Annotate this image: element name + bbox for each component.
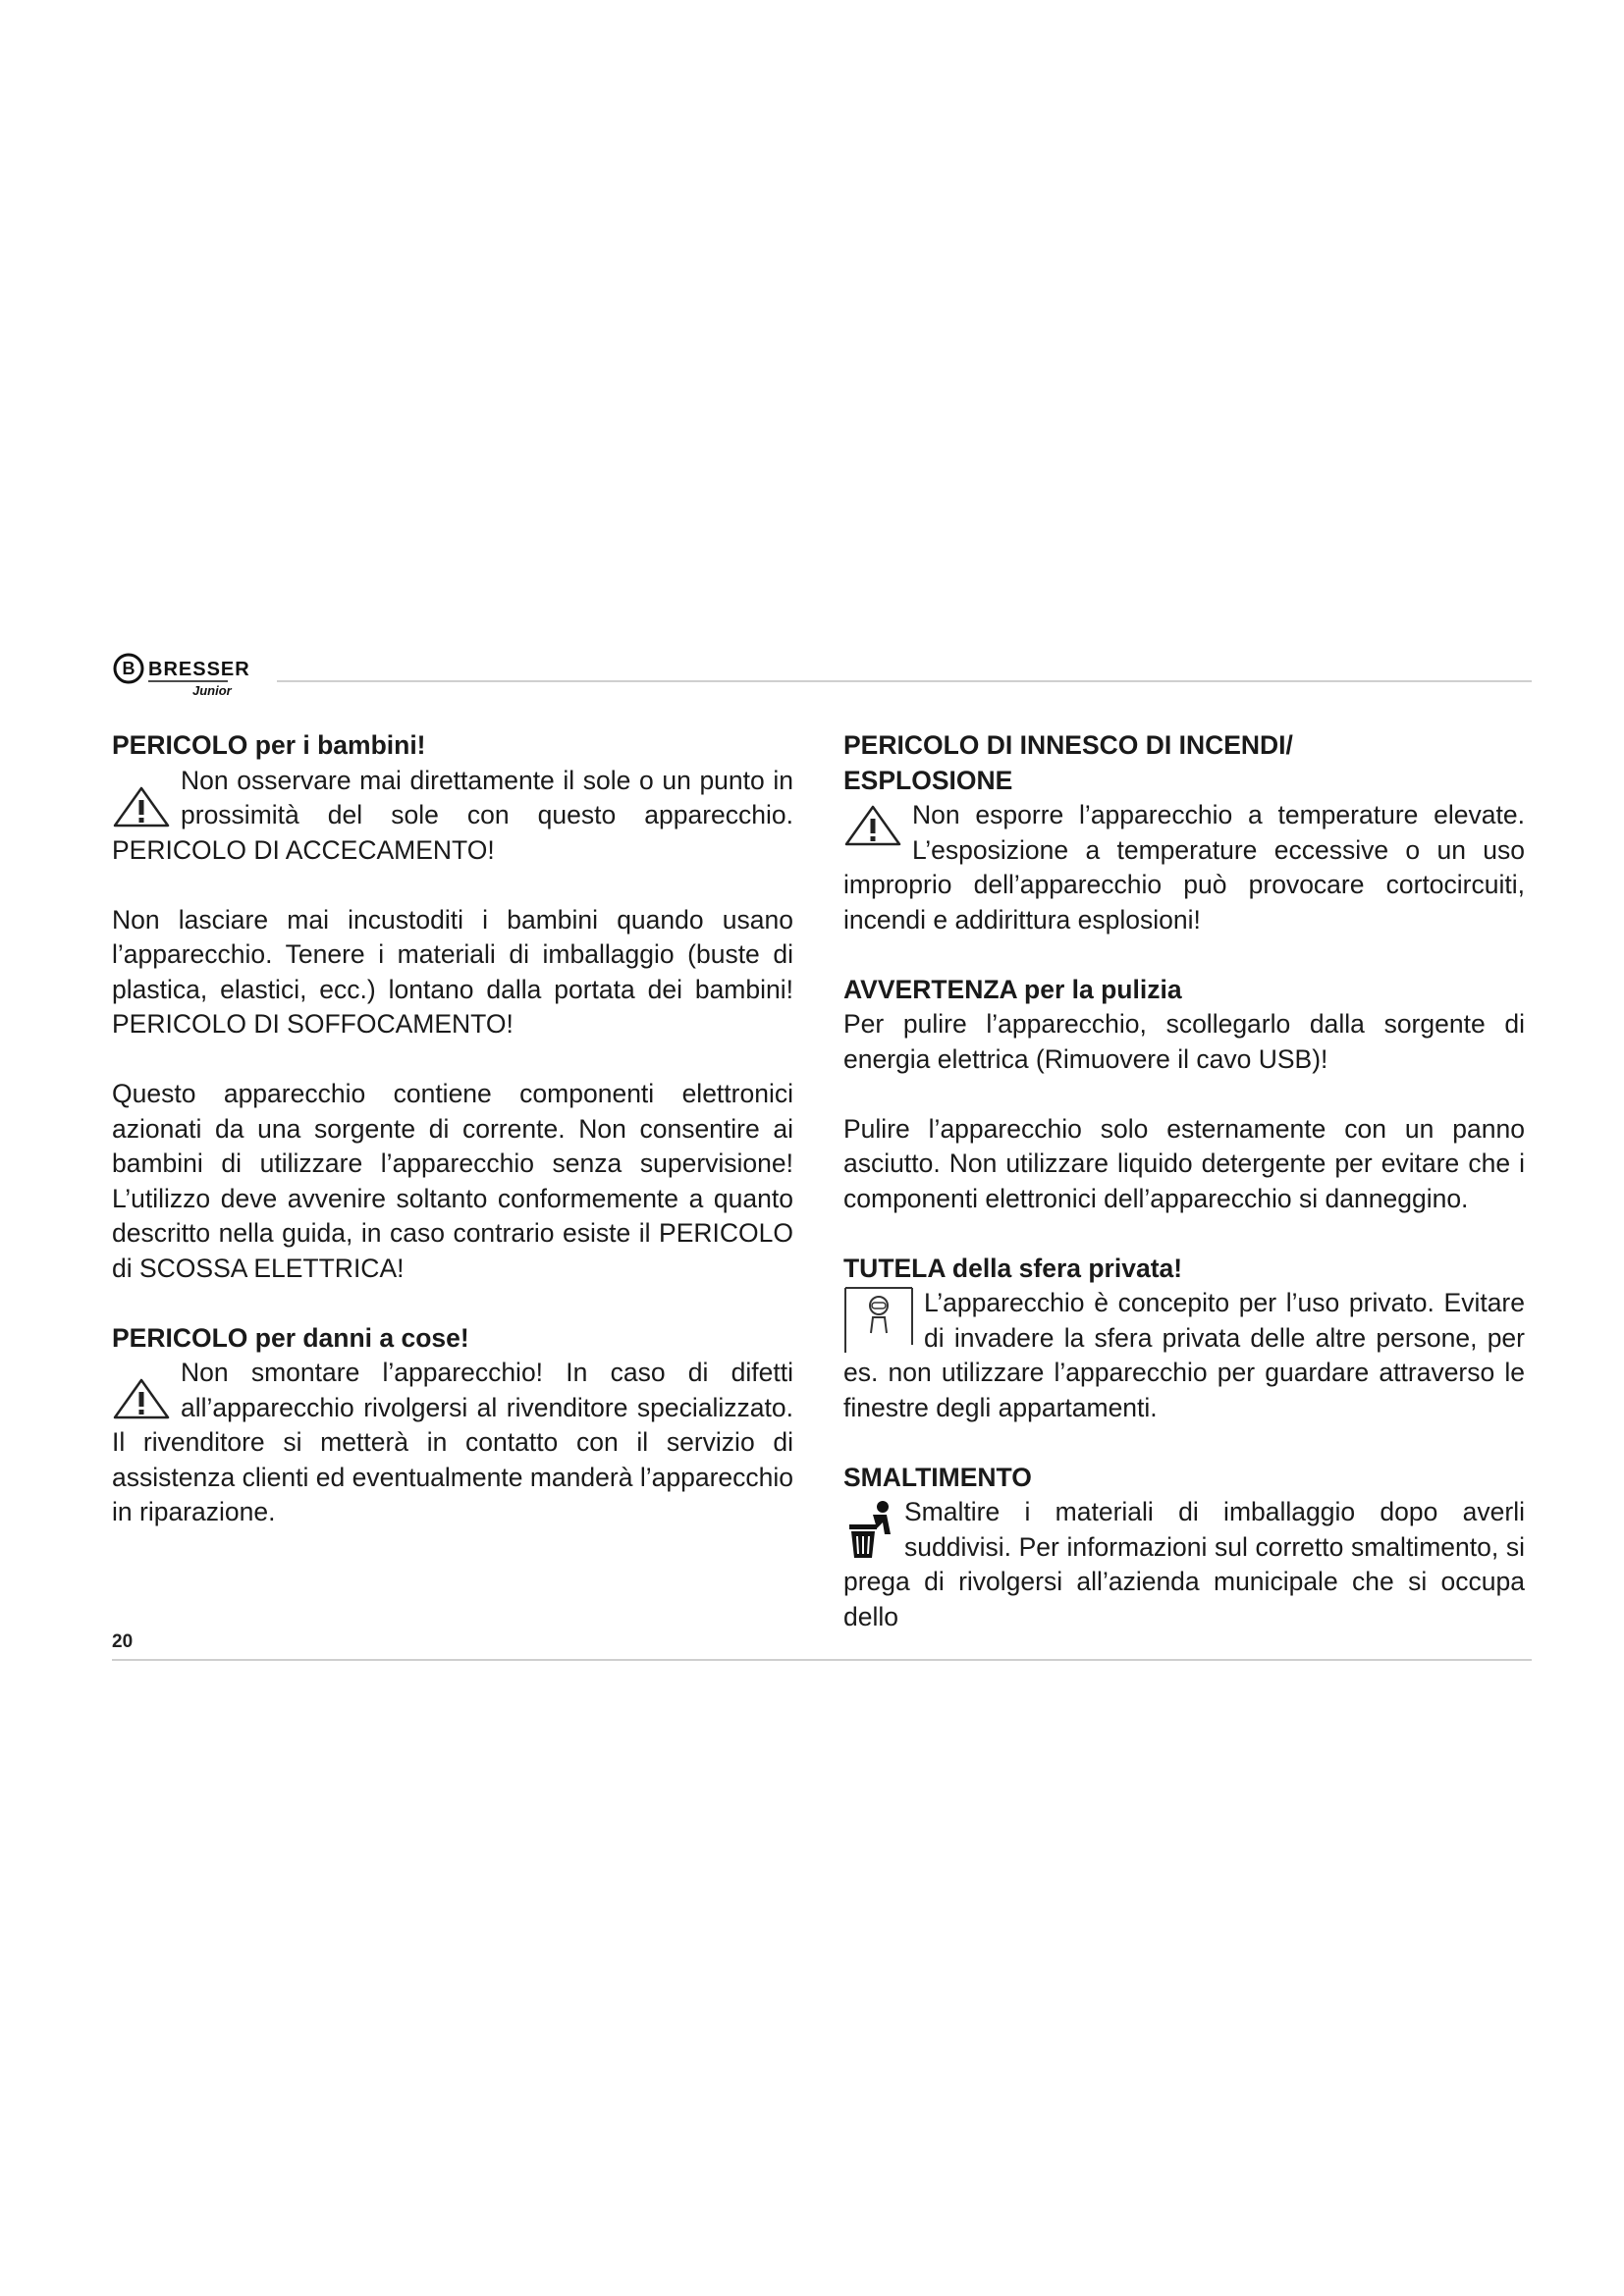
recycle-bin-icon	[843, 1499, 894, 1562]
page-number: 20	[112, 1631, 134, 1652]
warning-icon	[112, 785, 171, 828]
paragraph: Per pulire l’apparecchio, scollegarlo dalla sorgente di energia elettrica (Rimuovere il cavo USB)!	[843, 1009, 1525, 1074]
warning-icon	[843, 804, 902, 847]
section-privacy	[843, 1252, 1525, 1426]
paragraph: Non esporre l’apparecchio a temperature elevate. L’esposizione a temperature eccessive o un uso improprio dell’apparecchio può provocare cortocircuiti, incendi e addirittura esplosioni!	[843, 800, 1525, 934]
header-divider	[277, 680, 1532, 682]
section-danger-children	[112, 728, 793, 1286]
paragraph: L’apparecchio è concepito per l’uso privato. Evitare di invadere la sfera privata delle altre persone, per es. non utilizzare l’apparecchio per guardare attraverso le finestre degli appartamenti.	[843, 1288, 1525, 1422]
section-heading: PERICOLO per danni a cose!	[112, 1322, 469, 1353]
footer-divider	[112, 1659, 1532, 1661]
paragraph: Smaltire i materiali di imballaggio dopo averli suddivisi. Per informazioni sul corretto smaltimento, si prega di rivolgersi all’azienda municipale che si occupa dello	[843, 1497, 1525, 1631]
paragraph: Questo apparecchio contiene componenti elettronici azionati da una sorgente di corrente. Non consentire ai bambini di utilizzare l’apparecchio senza supervisione! L’utilizzo deve avvenire soltanto conformemente a quanto descritto nella guida, in caso contrario esiste il PERICOLO di SCOSSA ELETTRICA!	[112, 1079, 793, 1283]
section-heading: AVVERTENZA per la pulizia	[843, 974, 1182, 1004]
section-cleaning	[843, 973, 1525, 1217]
section-heading: SMALTIMENTO	[843, 1462, 1032, 1492]
svg-text:B: B	[122, 659, 135, 678]
section-heading: PERICOLO DI INNESCO DI INCENDI/	[843, 730, 1293, 760]
paragraph: Non smontare l’apparecchio! In caso di difetti all’apparecchio rivolgersi al rivenditore specializzato. Il rivenditore si metterà in contatto con il servizio di assistenza clienti ed eventualmente manderà l’apparecchio in riparazione.	[112, 1358, 793, 1526]
section-disposal	[843, 1461, 1525, 1635]
bresser-junior-logo	[112, 652, 284, 699]
paragraph: Pulire l’apparecchio solo esternamente con un panno asciutto. Non utilizzare liquido detergente per evitare che i componenti elettronici dell’apparecchio si danneggino.	[843, 1113, 1525, 1213]
sub-brand-wordmark: Junior	[192, 683, 232, 698]
paragraph: Non lasciare mai incustoditi i bambini quando usano l’apparecchio. Tenere i materiali di imballaggio (buste di plastica, elastici, ecc.) lontano dalla portata dei bambini! PERICOLO DI SOFFOCAMENTO!	[112, 904, 793, 1039]
left-column	[112, 728, 793, 1565]
right-column	[843, 728, 1525, 1670]
privacy-icon	[843, 1286, 914, 1355]
paragraph: Non osservare mai direttamente il sole o un punto in prossimità del sole con questo apparecchio. PERICOLO DI ACCECAMENTO!	[112, 765, 793, 865]
brand-wordmark: BRESSER	[148, 659, 250, 680]
section-heading: PERICOLO per i bambini!	[112, 730, 426, 760]
warning-icon	[112, 1377, 171, 1420]
section-heading: TUTELA della sfera privata!	[843, 1253, 1183, 1283]
section-danger-property	[112, 1321, 793, 1530]
section-fire-explosion	[843, 728, 1525, 937]
section-heading: ESPLOSIONE	[843, 765, 1013, 795]
